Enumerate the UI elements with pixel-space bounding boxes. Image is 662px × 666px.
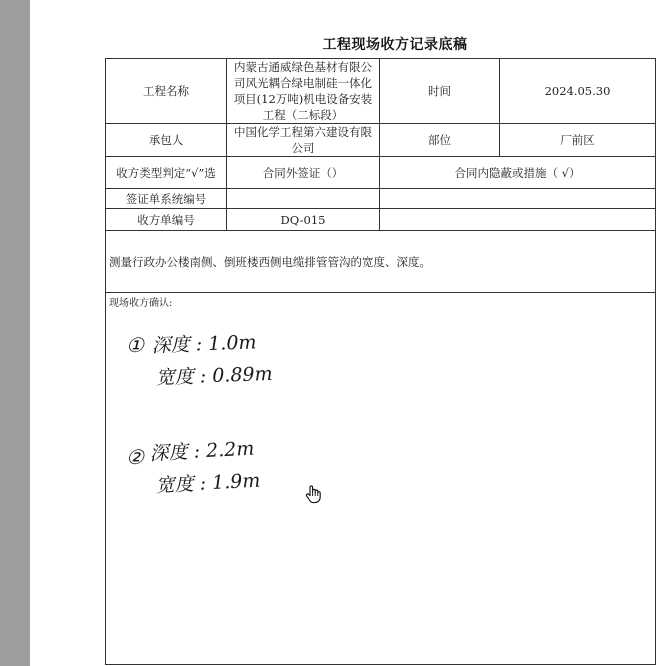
row-visa-no (106, 189, 656, 209)
project-name-value: 内蒙古通威绿色基材有限公司风光耦合绿电制硅一体化项目(12万吨)机电设备安装工程（二标段） (227, 59, 380, 124)
document-title: 工程现场收方记录底稿 (322, 37, 468, 53)
option-outside-contract: 合同外签证（） (227, 157, 380, 189)
hand-pointer-icon (304, 484, 322, 504)
item1-index: ① (126, 333, 144, 357)
item1-width: 宽度 : 0.89m (155, 362, 273, 389)
option-inside-contract: 合同内隐蔽或措施（ √） (380, 157, 656, 189)
description-text: 测量行政办公楼南侧、倒班楼西侧电缆排管管沟的宽度、深度。 (106, 231, 656, 293)
visa-no-blank (380, 189, 656, 209)
contractor-value: 中国化学工程第六建设有限公司 (227, 124, 380, 157)
handwritten-measurements (126, 320, 366, 520)
confirmation-label: 现场收方确认: (109, 298, 173, 309)
row-type (106, 157, 656, 189)
item2-index: ② (126, 445, 144, 469)
project-name-label: 工程名称 (106, 59, 227, 124)
receipt-no-value: DQ-015 (227, 209, 380, 231)
item2-width: 宽度 : 1.9m (155, 469, 261, 497)
item1-depth: 深度 : 1.0m (151, 331, 257, 357)
time-label: 时间 (380, 59, 500, 124)
visa-no-label: 签证单系统编号 (106, 189, 227, 209)
visa-no-value (227, 189, 380, 209)
row-project (106, 59, 656, 124)
type-label: 收方类型判定“√”选 (106, 157, 227, 189)
row-receipt-no (106, 209, 656, 231)
contractor-label: 承包人 (106, 124, 227, 157)
handwriting-svg (126, 320, 366, 520)
document-page (30, 0, 662, 666)
row-contractor (106, 124, 656, 157)
location-label: 部位 (380, 124, 500, 157)
row-description (106, 231, 656, 293)
location-value: 厂前区 (500, 124, 656, 157)
receipt-no-label: 收方单编号 (106, 209, 227, 231)
time-value: 2024.05.30 (500, 59, 656, 124)
receipt-no-blank (380, 209, 656, 231)
item2-depth: 深度 : 2.2m (149, 437, 255, 465)
